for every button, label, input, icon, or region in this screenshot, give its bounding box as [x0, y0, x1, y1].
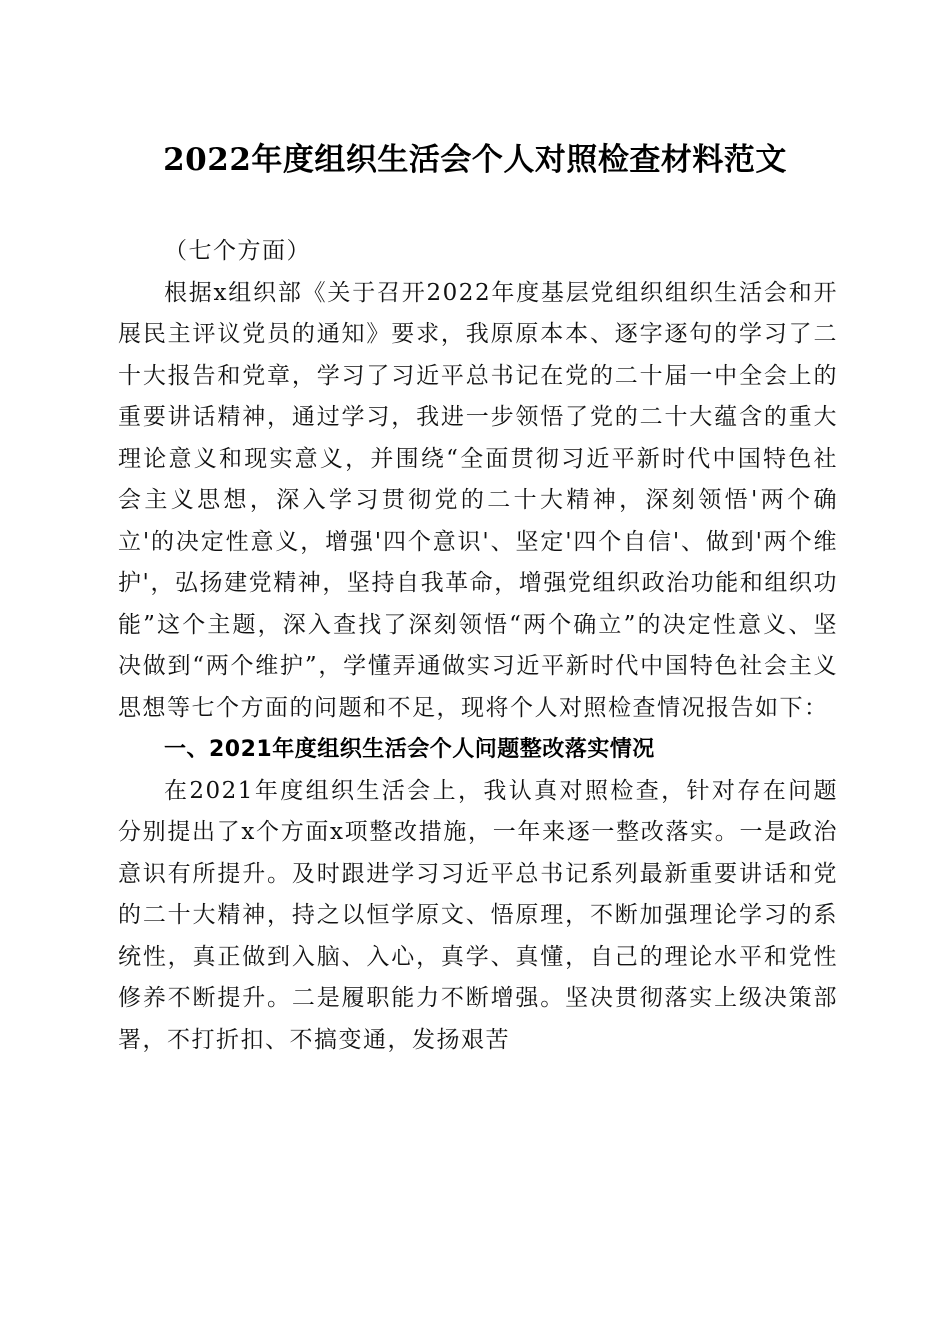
document-body — [118, 231, 838, 1061]
document-subtitle: （七个方面） — [164, 238, 311, 264]
section-1-paragraph: 在2021年度组织生活会上，我认真对照检查，针对存在问题分别提出了x个方面x项整改措施，一年来逐一整改落实。一是政治意识有所提升。及时跟进学习习近平总书记系列最新重要讲话和党的二十大精神，持之以恒学原文、悟原理，不断加强理论学习的系统性，真正做到入脑、入心，真学、真懂，自己的理论水平和党性修养不断提升。二是履职能力不断增强。坚决贯彻落实上级决策部署，不打折扣、不搞变通，发扬艰苦 — [118, 777, 838, 1053]
section-1-heading: 一、2021年度组织生活会个人问题整改落实情况 — [164, 737, 655, 762]
intro-paragraph: 根据x组织部《关于召开2022年度基层党组织组织生活会和开展民主评议党员的通知》要求，我原原本本、逐字逐句的学习了二十大报告和党章，学习了习近平总书记在党的二十届一中全会上的重要讲话精神，通过学习，我进一步领悟了党的二十大蕴含的重大理论意义和现实意义，并围绕“全面贯彻习近平新时代中国特色社会主义思想，深入学习贯彻党的二十大精神，深刻领悟'两个确立'的决定性意义，增强'四个意识'、坚定'四个自信'、做到'两个维护'，弘扬建党精神，坚持自我革命，增强党组织政治功能和组织功能”这个主题，深入查找了深刻领悟“两个确立”的决定性意义、坚决做到“两个维护”，学懂弄通做实习近平新时代中国特色社会主义思想等七个方面的问题和不足，现将个人对照检查情况报告如下： — [118, 279, 838, 721]
document-title: 2022年度组织生活会个人对照检查材料范文 — [163, 142, 787, 178]
